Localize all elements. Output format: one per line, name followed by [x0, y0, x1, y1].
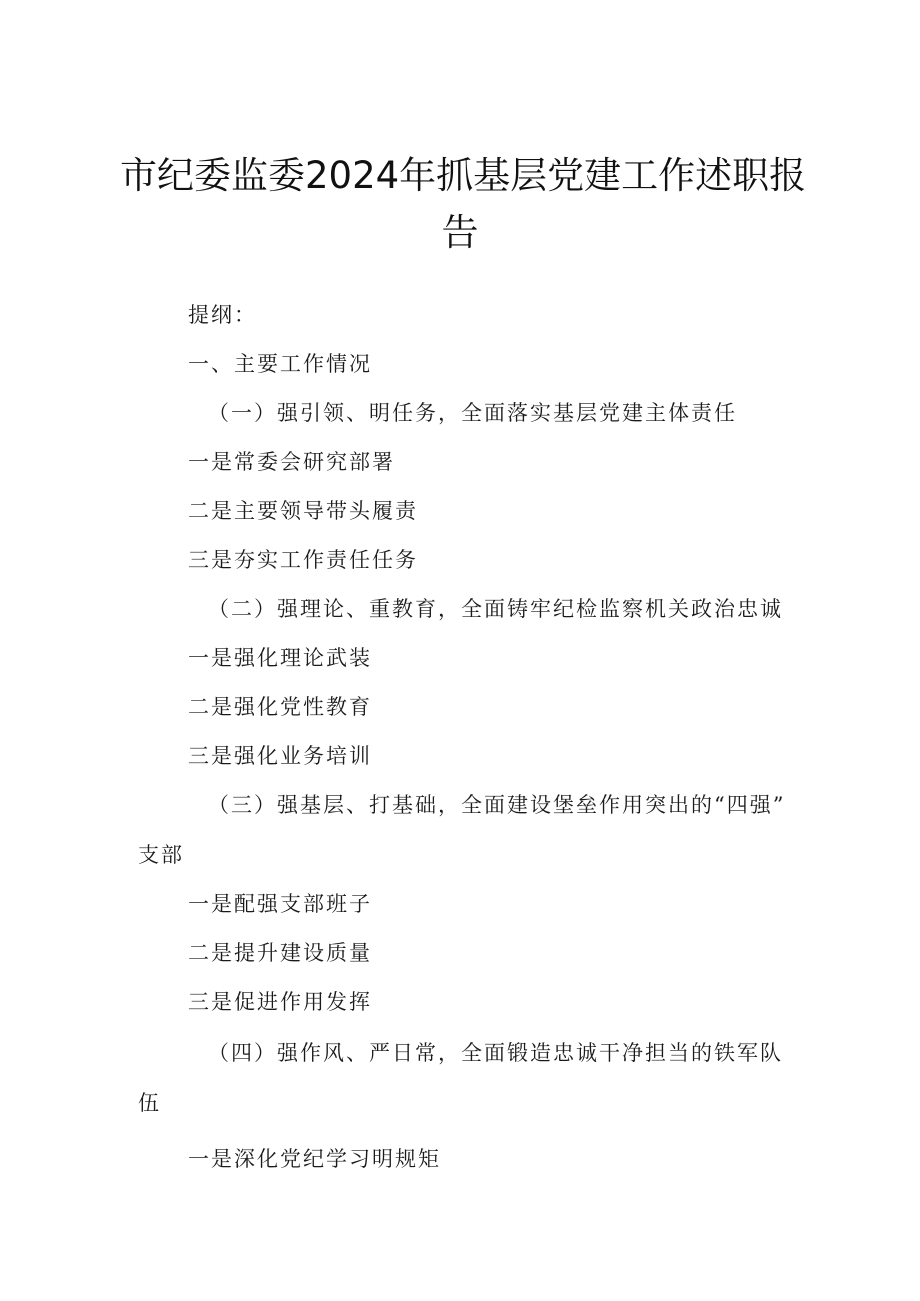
subsection-heading-3-continuation: 支部 — [138, 843, 184, 867]
list-item: 一是强化理论武装 — [188, 646, 372, 670]
list-item: 二是主要领导带头履责 — [188, 499, 418, 523]
subsection-heading-1: （一）强引领、明任务，全面落实基层党建主体责任 — [208, 401, 737, 425]
section-heading-1: 一、主要工作情况 — [188, 352, 372, 376]
list-item: 一是深化党纪学习明规矩 — [188, 1147, 441, 1171]
document-title-line-2: 告 — [441, 211, 479, 254]
subsection-heading-2: （二）强理论、重教育，全面铸牢纪检监察机关政治忠诚 — [208, 597, 783, 621]
subsection-heading-4-continuation: 伍 — [138, 1091, 161, 1115]
list-item: 三是促进作用发挥 — [188, 990, 372, 1014]
list-item: 一是配强支部班子 — [188, 892, 372, 916]
outline-label: 提纲： — [188, 303, 257, 327]
list-item: 三是夯实工作责任任务 — [188, 548, 418, 572]
list-item: 二是提升建设质量 — [188, 941, 372, 965]
subsection-heading-3: （三）强基层、打基础，全面建设堡垒作用突出的“四强” — [208, 793, 786, 817]
list-item: 一是常委会研究部署 — [188, 450, 395, 474]
list-item: 二是强化党性教育 — [188, 695, 372, 719]
document-title-line-1: 市纪委监委2024年抓基层党建工作述职报 — [120, 154, 807, 197]
list-item: 三是强化业务培训 — [188, 744, 372, 768]
subsection-heading-4: （四）强作风、严日常，全面锻造忠诚干净担当的铁军队 — [208, 1041, 783, 1065]
